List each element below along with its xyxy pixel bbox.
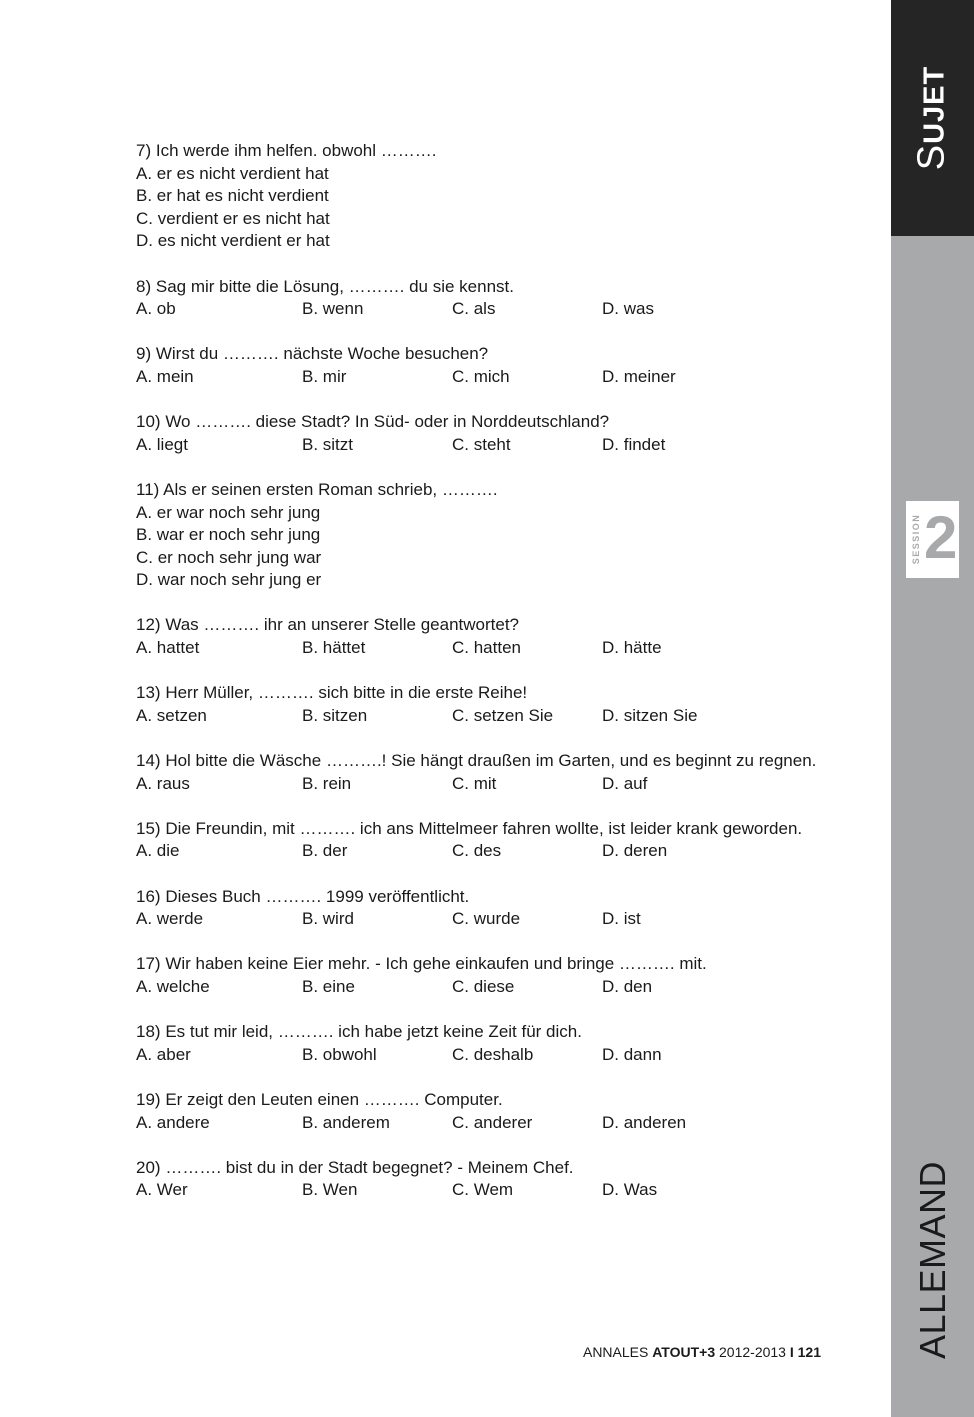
sidebar [891, 0, 974, 1417]
question-text [136, 1157, 821, 1180]
footer-brand: ATOUT+3 [652, 1344, 716, 1360]
question-item [136, 886, 821, 931]
answer-option: C. verdient er es nicht hat [136, 208, 330, 228]
answer-option: D. sitzen Sie [602, 705, 698, 725]
answer-options [136, 434, 821, 457]
answer-option: D. es nicht verdient er hat [136, 231, 330, 251]
question-number: 15) [136, 818, 161, 838]
answer-option: D. Was [602, 1180, 658, 1200]
answer-options [136, 298, 821, 321]
answer-option: B. mir [302, 366, 347, 386]
page-footer [480, 1344, 821, 1360]
answer-option: C. deshalb [452, 1044, 534, 1064]
question-text [136, 1021, 821, 1044]
answer-option: C. des [452, 841, 502, 861]
question-number: 11) [136, 479, 160, 499]
question-body: ………. bist du in der Stadt begegnet? - Meinem Chef. [165, 1157, 574, 1177]
question-body: Was ………. ihr an unserer Stelle geantwortet? [165, 615, 520, 635]
answer-option: B. eine [302, 976, 355, 996]
answer-option: D. ist [602, 909, 641, 929]
answer-option: C. Wem [452, 1180, 514, 1200]
subject-label: ALLEMAND [912, 1160, 953, 1360]
answer-option: B. wird [302, 909, 354, 929]
question-item [136, 411, 821, 456]
question-number: 19) [136, 1089, 161, 1109]
footer-years: 2012-2013 [719, 1344, 786, 1360]
answer-option: A. raus [136, 773, 190, 793]
answer-option: C. er noch sehr jung war [136, 547, 322, 567]
question-number: 10) [136, 412, 161, 432]
answer-option: C. mich [452, 366, 510, 386]
question-text [136, 479, 821, 502]
answer-option: B. rein [302, 773, 352, 793]
question-body: Ich werde ihm helfen. obwohl ………. [155, 141, 437, 160]
session-badge [906, 501, 959, 578]
answer-option: B. er hat es nicht verdient [136, 186, 329, 206]
answer-option: B. obwohl [302, 1044, 377, 1064]
answer-option: D. findet [602, 434, 666, 454]
question-item [136, 479, 821, 592]
answer-options [136, 773, 821, 796]
question-number: 17) [136, 954, 161, 974]
answer-option: A. andere [136, 1112, 210, 1132]
question-text [136, 140, 821, 163]
answer-options [136, 502, 821, 592]
answer-option: B. sitzen [302, 705, 368, 725]
answer-option: D. war noch sehr jung er [136, 570, 322, 590]
session-number: 2 [924, 504, 958, 571]
question-text [136, 750, 821, 773]
answer-option: A. hattet [136, 638, 200, 658]
sujet-rest: UJET [918, 65, 951, 144]
question-text [136, 953, 821, 976]
answer-option: D. was [602, 299, 654, 319]
answer-option: C. wurde [452, 909, 521, 929]
footer-prefix: ANNALES [582, 1344, 649, 1360]
question-item [136, 750, 821, 795]
answer-option: A. welche [136, 976, 210, 996]
question-item [136, 614, 821, 659]
answer-options [136, 163, 821, 253]
question-number: 13) [136, 683, 161, 703]
answer-option: D. deren [602, 841, 668, 861]
answer-option: C. hatten [452, 638, 521, 658]
question-text [136, 343, 821, 366]
answer-option: A. mein [136, 366, 194, 386]
answer-option: C. als [452, 299, 496, 319]
question-text [136, 682, 821, 705]
question-item [136, 818, 821, 863]
question-item [136, 276, 821, 321]
answer-option: B. sitzt [302, 434, 354, 454]
answer-option: C. mit [452, 773, 497, 793]
answer-option: B. der [302, 841, 348, 861]
answer-options [136, 840, 821, 863]
answer-option: D. dann [602, 1044, 662, 1064]
question-number: 16) [136, 886, 161, 906]
answer-options [136, 637, 821, 660]
answer-option: D. anderen [602, 1112, 687, 1132]
question-text [136, 614, 821, 637]
question-body: Die Freundin, mit ………. ich ans Mittelmeer fahren wollte, ist leider krank geworden. [165, 818, 803, 838]
question-item [136, 682, 821, 727]
answer-option: C. diese [452, 976, 515, 996]
question-item [136, 140, 821, 253]
footer-separator: I [789, 1344, 794, 1360]
answer-options [136, 908, 821, 931]
answer-options [136, 1179, 821, 1202]
question-list [136, 140, 821, 1225]
page-number: 121 [797, 1344, 821, 1360]
answer-options [136, 1112, 821, 1135]
question-body: Wirst du ………. nächste Woche besuchen? [155, 344, 489, 364]
answer-option: C. anderer [452, 1112, 533, 1132]
question-number: 7) [136, 141, 152, 160]
question-number: 9) [136, 344, 152, 364]
answer-option: C. steht [452, 434, 511, 454]
sujet-initial: S [910, 143, 953, 171]
question-number: 12) [136, 615, 161, 635]
question-item [136, 953, 821, 998]
question-text [136, 411, 821, 434]
question-body: Wir haben keine Eier mehr. - Ich gehe einkaufen und bringe ………. mit. [165, 954, 707, 974]
answer-option: D. meiner [602, 366, 676, 386]
question-body: Hol bitte die Wäsche ……….! Sie hängt draußen im Garten, und es beginnt zu regnen. [165, 751, 817, 771]
answer-option: A. ob [136, 299, 176, 319]
question-body: Herr Müller, ………. sich bitte in die erste Reihe! [165, 683, 528, 703]
question-number: 20) [136, 1157, 161, 1177]
answer-option: A. Wer [136, 1180, 188, 1200]
answer-options [136, 1044, 821, 1067]
answer-options [136, 366, 821, 389]
answer-option: A. er war noch sehr jung [136, 502, 321, 522]
answer-options [136, 705, 821, 728]
question-item [136, 1021, 821, 1066]
answer-option: C. setzen Sie [452, 705, 554, 725]
answer-option: B. anderem [302, 1112, 390, 1132]
question-text [136, 886, 821, 909]
question-item [136, 1089, 821, 1134]
session-label: SESSION [911, 513, 921, 565]
answer-option: B. war er noch sehr jung [136, 525, 321, 545]
question-body: Sag mir bitte die Lösung, ………. du sie kennst. [155, 276, 514, 296]
sujet-tab [891, 0, 974, 236]
answer-option: A. die [136, 841, 180, 861]
answer-option: B. hättet [302, 638, 366, 658]
answer-option: D. auf [602, 773, 648, 793]
question-body: Wo ………. diese Stadt? In Süd- oder in Norddeutschland? [165, 412, 610, 432]
question-text [136, 1089, 821, 1112]
answer-options [136, 976, 821, 999]
answer-option: B. Wen [302, 1180, 358, 1200]
question-item [136, 343, 821, 388]
question-number: 8) [136, 276, 152, 296]
question-item [136, 1157, 821, 1202]
answer-option: A. setzen [136, 705, 207, 725]
question-body: Er zeigt den Leuten einen ………. Computer. [165, 1089, 503, 1109]
question-number: 18) [136, 1022, 161, 1042]
question-text [136, 276, 821, 299]
question-body: Als er seinen ersten Roman schrieb, ………. [163, 479, 498, 499]
answer-option: A. aber [136, 1044, 191, 1064]
question-number: 14) [136, 751, 161, 771]
sujet-label [911, 66, 954, 171]
question-body: Es tut mir leid, ………. ich habe jetzt keine Zeit für dich. [165, 1022, 582, 1042]
question-text [136, 818, 821, 841]
answer-option: D. hätte [602, 638, 662, 658]
answer-option: D. den [602, 976, 653, 996]
answer-option: B. wenn [302, 299, 364, 319]
answer-option: A. werde [136, 909, 204, 929]
answer-option: A. er es nicht verdient hat [136, 163, 329, 183]
question-body: Dieses Buch ………. 1999 veröffentlicht. [165, 886, 470, 906]
answer-option: A. liegt [136, 434, 188, 454]
